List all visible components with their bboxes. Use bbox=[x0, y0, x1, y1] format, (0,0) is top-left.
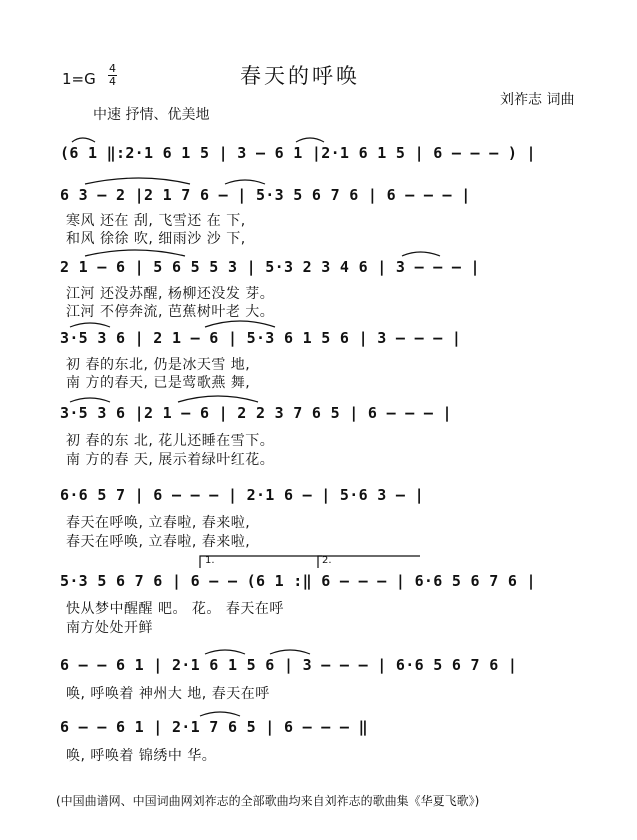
time-top: 4 bbox=[109, 62, 116, 75]
score-line-2: 6 3 — 2 |2 1 7 6 — | 5·3 5 6 7 6 | 6 — — — | bbox=[60, 186, 471, 204]
lyric-5b: 南 方的春 天, 展示着绿叶红花。 bbox=[66, 452, 275, 468]
tempo-marking: 中速 抒情、优美地 bbox=[93, 107, 210, 123]
lyric-6b: 春天在呼唤, 立春啦, 春来啦, bbox=[66, 534, 251, 550]
score-line-4: 3·5 3 6 | 2 1 — 6 | 5·3 6 1 5 6 | 3 — — — | bbox=[60, 329, 462, 347]
song-title: 春天的呼唤 bbox=[240, 64, 360, 88]
slur bbox=[270, 650, 310, 654]
lyric-7b: 南方处处开鲜 bbox=[66, 620, 153, 636]
lyric-8: 唤, 呼唤着 神州大 地, 春天在呼 bbox=[66, 686, 270, 702]
lyric-4b: 南 方的春天, 已是莺歌燕 舞, bbox=[66, 375, 251, 391]
score-line-7: 5·3 5 6 7 6 | 6 — — (6 1 :‖ 6 — — — | 6·6 5 6 7 6 | bbox=[60, 572, 536, 590]
slur bbox=[72, 138, 95, 142]
score-line-1: (6 1 ‖:2·1 6 1 5 | 3 — 6 1 |2·1 6 1 5 | 6 — — — ) | bbox=[60, 144, 536, 162]
lyric-2a: 寒风 还在 刮, 飞雪还 在 下, bbox=[66, 213, 246, 229]
time-bottom: 4 bbox=[109, 75, 116, 88]
score-line-3: 2 1 — 6 | 5 6 5 5 3 | 5·3 2 3 4 6 | 3 — — — | bbox=[60, 258, 480, 276]
slur bbox=[178, 396, 258, 402]
lyric-7a: 快从梦中醒醒 吧。 花。 春天在呼 bbox=[66, 601, 284, 617]
slur bbox=[70, 323, 110, 327]
lyric-2b: 和风 徐徐 吹, 细雨沙 沙 下, bbox=[66, 231, 246, 247]
score-line-9: 6 — — 6 1 | 2·1 7 6 5 | 6 — — — ‖ bbox=[60, 718, 368, 736]
score-line-6: 6·6 5 7 | 6 — — — | 2·1 6 — | 5·6 3 — | bbox=[60, 486, 424, 504]
volta-bracket-1 bbox=[200, 556, 322, 568]
lyric-5a: 初 春的东 北, 花儿还睡在雪下。 bbox=[66, 433, 275, 449]
slur bbox=[85, 178, 190, 184]
volta-2: 2. bbox=[322, 555, 332, 566]
volta-bracket-2 bbox=[318, 556, 420, 568]
slur bbox=[70, 398, 110, 402]
key-signature: 1=G bbox=[62, 70, 96, 88]
lyric-4a: 初 春的东北, 仍是冰天雪 地, bbox=[66, 357, 251, 373]
score-line-8: 6 — — 6 1 | 2·1 6 1 5 6 | 3 — — — | 6·6 5 6 7 6 | bbox=[60, 656, 518, 674]
slur bbox=[85, 250, 185, 256]
slur bbox=[200, 712, 240, 716]
lyric-3b: 江河 不停奔流, 芭蕉树叶老 大。 bbox=[66, 304, 275, 320]
slur bbox=[402, 252, 440, 256]
slur bbox=[205, 321, 275, 327]
lyric-9: 唤, 呼唤着 锦绣中 华。 bbox=[66, 748, 217, 764]
lyric-6a: 春天在呼唤, 立春啦, 春来啦, bbox=[66, 515, 251, 531]
volta-1: 1. bbox=[205, 555, 215, 566]
lyric-3a: 江河 还没苏醒, 杨柳还没发 芽。 bbox=[66, 286, 275, 302]
slur bbox=[296, 138, 324, 142]
slur bbox=[225, 180, 265, 184]
footer-source-note: (中国曲谱网、中国词曲网刘祚志的全部歌曲均来自刘祚志的歌曲集《华夏飞歌》) bbox=[56, 794, 480, 808]
slur bbox=[205, 650, 245, 654]
composer: 刘祚志 词曲 bbox=[500, 92, 575, 108]
score-line-5: 3·5 3 6 |2 1 — 6 | 2 2 3 7 6 5 | 6 — — — | bbox=[60, 404, 452, 422]
